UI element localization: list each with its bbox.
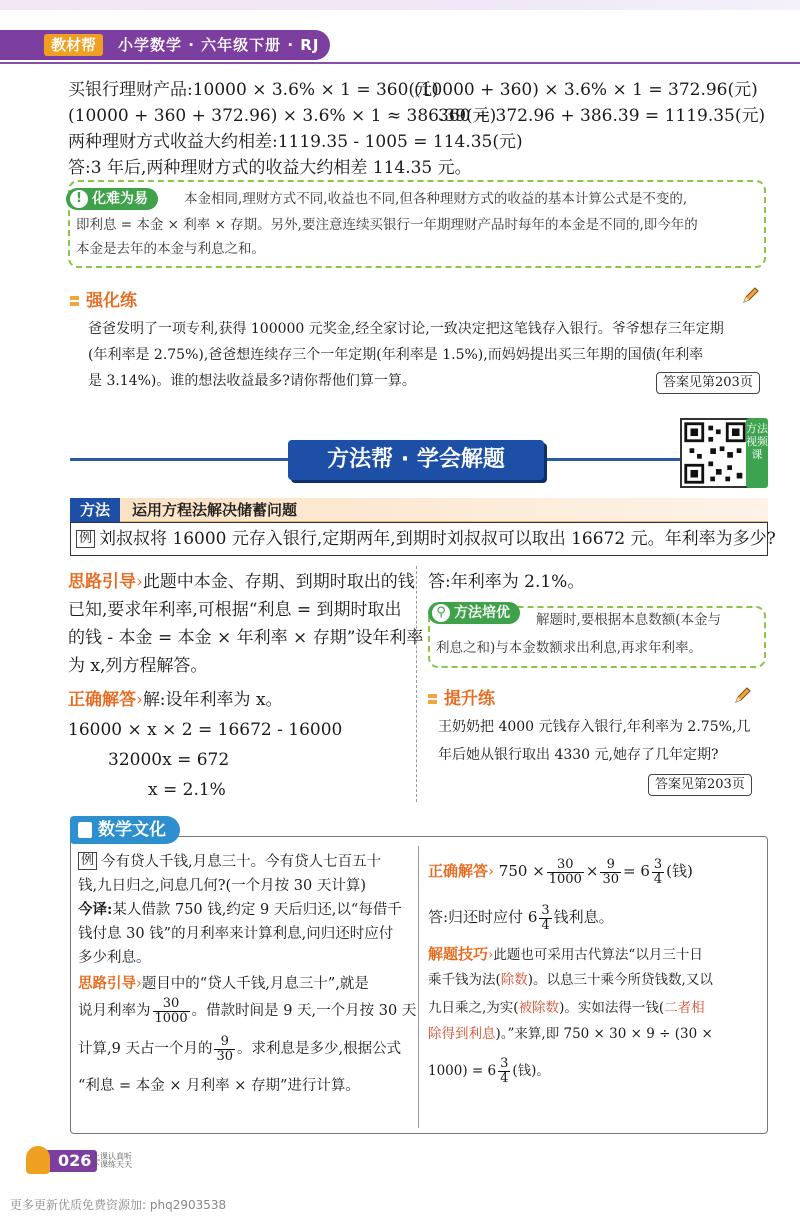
fraction-30-1000: $\frac{30}{1000}$ <box>154 995 188 1026</box>
magnifier-icon: ⚲ <box>432 604 450 622</box>
answer-text: 解:设年利率为 x。 <box>142 690 283 710</box>
example-text: 刘叔叔将 16000 元存入银行,定期两年,到期时刘叔叔可以取出 16672 元。年利率为多少? <box>99 529 776 549</box>
trick-line-4: 除得到利息)。”来算,即 750 × 30 × 9 ÷ (30 × <box>428 1026 713 1042</box>
culture-ex-line-1 <box>78 850 381 874</box>
pencil-icon <box>734 686 752 704</box>
practice-tag-mark-2 <box>70 302 79 306</box>
trans-label: 今译: <box>78 901 113 918</box>
calc-line-2b: 360 + 372.96 + 386.39 = 1119.35(元) <box>438 106 766 126</box>
highlight-dividend: 被除数 <box>518 1000 560 1016</box>
page-number: 026 <box>34 1150 97 1172</box>
pencil-icon <box>742 286 760 304</box>
guide-line-3: 的钱 - 本金 = 本金 × 年利率 × 存期”设年利率 <box>68 628 424 648</box>
equation-1: 16000 × x × 2 = 16672 - 16000 <box>68 720 343 740</box>
practice-line-1: 爸爸发明了一项专利,获得 100000 元奖金,经全家讨论,一致决定把这笔钱存入银行。爷爷想存三年定期 <box>88 321 724 337</box>
highlight-quotient: 二者相 <box>664 1000 705 1016</box>
guide-line-1: 思路引导›此题中本金、存期、到期时取出的钱 <box>68 572 415 592</box>
guide-line-4: 为 x,列方程解答。 <box>68 656 208 676</box>
trick-line-1: 解题技巧›此题也可采用古代算法“以月三十日 <box>428 945 703 963</box>
culture-divider <box>418 846 419 1128</box>
page-note: 上课认真听 下课练天天 <box>92 1152 132 1169</box>
guide-label: 思路引导 <box>68 572 136 592</box>
ans-times: × <box>585 862 599 880</box>
answer-label: 正确解答 <box>68 690 136 710</box>
fraction-3-4: $\frac{3}{4}$ <box>500 1056 509 1086</box>
final-pre: 答:归还时应付 6 <box>428 908 538 926</box>
culture-guide-label: 思路引导 <box>78 976 136 992</box>
qr-side-label: 方法视频课 <box>746 418 768 488</box>
guide-2a: 说月利率为 <box>78 1003 151 1019</box>
ans-pre: 750 × <box>498 862 545 880</box>
answer-line: 正确解答›解:设年利率为 x。 <box>68 690 283 710</box>
culture-answer-label: 正确解答 <box>428 862 489 880</box>
fraction-3-4: $\frac{3}{4}$ <box>653 856 663 887</box>
calc-line-1b: (10000 + 360) × 3.6% × 1 = 372.96(元) <box>414 80 758 100</box>
practice-line-3: 是 3.14%)。谁的想法收益最多?请你帮他们算一算。 <box>88 373 416 389</box>
calc-line-1a: 买银行理财产品:10000 × 3.6% × 1 = 360(元) <box>68 80 439 100</box>
trick-label: 解题技巧 <box>428 945 489 963</box>
skill-badge: 方法培优 <box>428 602 520 624</box>
calc-line-3: 两种理财方式收益大约相差:1119.35 - 1005 = 114.35(元) <box>68 132 523 152</box>
tip-line-1: 本金相同,理财方式不同,收益也不同,但各种理财方式的收益的基本计算公式是不变的, <box>184 191 688 207</box>
culture-final-line <box>428 902 614 933</box>
method-banner: 方法帮 · 学会解题 <box>288 440 544 480</box>
boost-tag-mark <box>428 694 437 698</box>
answer-ref-practice: 答案见第203页 <box>656 372 760 394</box>
mascot-icon <box>26 1146 50 1174</box>
culture-guide-text-1: 题目中的“贷人千钱,月息三十”,就是 <box>141 976 369 992</box>
skill-line-2: 利息之和)与本金数额求出利息,再求年利率。 <box>436 640 703 656</box>
column-divider <box>416 566 417 802</box>
fraction-30-1000: $\frac{30}{1000}$ <box>548 856 582 887</box>
tip-line-2: 即利息 = 本金 × 利率 × 存期。另外,要注意连续买银行一年期理财产品时每年的本金是不同的,即今年的 <box>76 217 698 233</box>
culture-heading: 数学文化 <box>70 816 180 844</box>
trick-line-3: 九日乘之,为实(被除数)。实如法得一钱(二者相 <box>428 1000 705 1016</box>
header-band <box>0 0 800 10</box>
trick-line-5: 1000) = 6 $\frac{3}{4}$ (钱)。 <box>428 1056 550 1086</box>
trick-text-1: 此题也可采用古代算法“以月三十日 <box>493 947 703 963</box>
guide-text-1: 此题中本金、存期、到期时取出的钱 <box>142 572 415 592</box>
culture-trans-line-3: 多少利息。 <box>78 950 151 966</box>
practice-tag: 强化练 <box>86 291 137 311</box>
equation-3: x = 2.1% <box>148 780 226 800</box>
culture-guide-line-2 <box>78 996 416 1026</box>
boost-line-1: 王奶奶把 4000 元钱存入银行,年利率为 2.75%,几 <box>438 719 751 735</box>
method-tag: 方法 <box>70 498 120 522</box>
fraction-9-30: $\frac{9}{30}$ <box>602 856 619 887</box>
calc-line-2a: (10000 + 360 + 372.96) × 3.6% × 1 ≈ 386.39(元) <box>68 106 497 126</box>
example-line <box>76 525 776 553</box>
culture-example-mark: 例 <box>78 852 97 870</box>
trick-line-2: 乘千钱为法(除数)。以息三十乘今所贷钱数,又以 <box>428 972 713 988</box>
culture-guide-line-4: “利息 = 本金 × 月利率 × 存期”进行计算。 <box>78 1078 360 1094</box>
guide-3a: 计算,9 天占一个月的 <box>78 1041 213 1057</box>
ans-eq: = 6 <box>622 862 650 880</box>
example-mark: 例 <box>76 530 95 548</box>
boost-tag: 提升练 <box>444 689 495 709</box>
guide-3b: 。求利息是多少,根据公式 <box>237 1041 402 1057</box>
culture-trans-line-1 <box>78 898 402 922</box>
culture-ex-text-1: 今有贷人千钱,月息三十。今有贷人七百五十 <box>101 854 382 870</box>
qr-code-icon[interactable] <box>680 418 750 488</box>
practice-tag-mark <box>70 296 79 300</box>
highlight-divisor: 除数 <box>500 972 528 988</box>
equation-2: 32000x = 672 <box>108 750 230 770</box>
book-title: 小学数学 · 六年级下册 · RJ <box>118 36 320 54</box>
method-title: 运用方程法解决储蓄问题 <box>132 501 298 519</box>
culture-ex-line-2: 钱,九日归之,问息几何?(一个月按 30 天计算) <box>78 878 366 894</box>
final-answer: 答:年利率为 2.1%。 <box>428 572 585 592</box>
guide-line-2: 已知,要求年利率,可根据“利息 = 到期时取出 <box>68 600 402 620</box>
fraction-9-30: $\frac{9}{30}$ <box>216 1033 233 1064</box>
tip-badge: 化难为易 <box>66 188 158 210</box>
guide-2b: 。借款时间是 9 天,一个月按 30 天 <box>191 1003 417 1019</box>
culture-guide-line-1: 思路引导›题目中的“贷人千钱,月息三十”,就是 <box>78 976 369 992</box>
footer-watermark: 更多更新优质免费资源加: phq2903538 <box>10 1198 227 1212</box>
calc-line-4: 答:3 年后,两种理财方式的收益大约相差 114.35 元。 <box>68 158 472 178</box>
culture-answer-line: 正确解答› 750 × $\frac{30}{1000}$ × $\frac{9}{30}$ = 6 $\frac{3}{4}$ (钱) <box>428 856 693 887</box>
culture-guide-line-3 <box>78 1034 401 1064</box>
ans-unit: (钱) <box>666 862 693 880</box>
trans-text-1: 某人借款 750 钱,约定 9 天后归还,以“每借千 <box>112 902 402 918</box>
brand-logo: 教材帮 <box>44 34 103 56</box>
book-icon <box>78 822 92 838</box>
final-post: 钱利息。 <box>553 908 614 926</box>
answer-ref-boost: 答案见第203页 <box>648 774 752 796</box>
boost-tag-mark-2 <box>428 700 437 704</box>
fraction-3-4: $\frac{3}{4}$ <box>541 902 550 933</box>
practice-line-2: (年利率是 2.75%),爸爸想连续存三个一年定期(年利率是 1.5%),而妈妈提出买三年期的国债(年利率 <box>88 347 704 363</box>
boost-line-2: 年后她从银行取出 4330 元,她存了几年定期? <box>438 747 719 763</box>
skill-line-1: 解题时,要根据本息数额(本金与 <box>536 612 722 628</box>
exclamation-icon: ! <box>70 190 88 208</box>
culture-trans-line-2: 钱付息 30 钱”的月利率来计算利息,问归还时应付 <box>78 926 394 942</box>
highlight-interest: 除得到利息 <box>428 1026 496 1042</box>
tip-line-3: 本金是去年的本金与利息之和。 <box>76 241 265 257</box>
